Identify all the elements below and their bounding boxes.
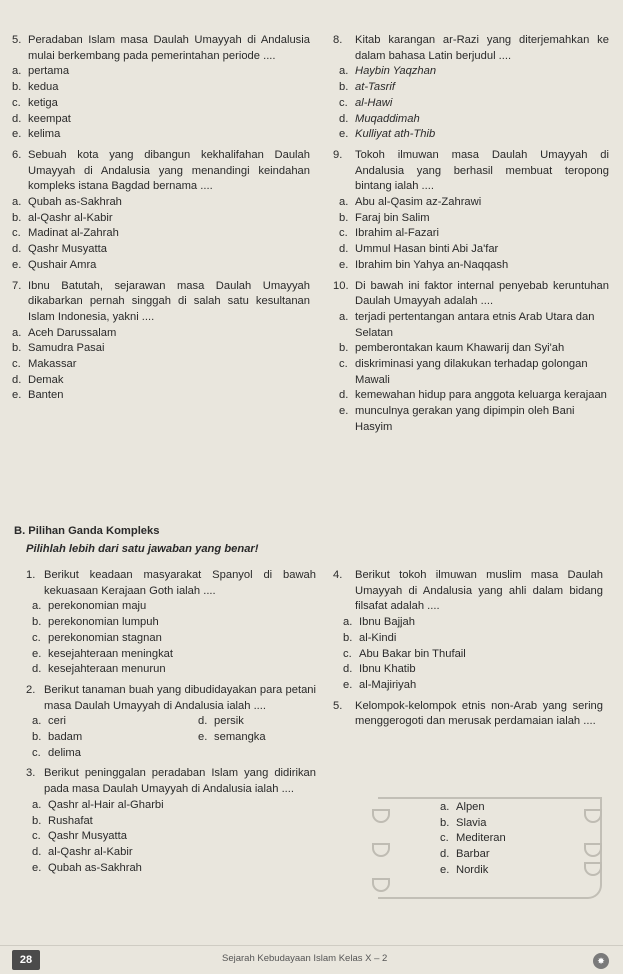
- question-text: Sebuah kota yang dibangun kekhalifahan Daulah Umayyah di Andalusia yang menandingi keindahan kompleks istana Bagdad bernama ....: [28, 148, 310, 193]
- section-b-left-column: [26, 568, 316, 881]
- question-b4: 4. Berikut tokoh ilmuwan muslim masa Daulah Umayyah di Andalusia yang ahli dalam bidang filsafat adalah .... a. Ibnu Bajjah b. al-Kindi c. Abu Bakar bin Thufail d. Ibnu Khatib e. al-Majiriyah: [333, 568, 603, 694]
- option-c: Makassar: [28, 358, 77, 371]
- option-e: munculnya gerakan yang dipimpin oleh Bani Hasyim: [355, 405, 575, 433]
- option-d: kemewahan hidup para anggota keluarga kerajaan: [355, 389, 607, 402]
- question-b2: 2. Berikut tanaman buah yang dibudidayakan para petani masa Daulah Umayyah di Andalusia ialah .... a. ceri d. persik b. badam e. semangka c. delima: [26, 683, 316, 762]
- option-e: kesejahteraan meningkat: [48, 647, 174, 660]
- question-text: Tokoh ilmuwan masa Daulah Umayyah di Andalusia yang berhasil membuat teropong bintang ialah ....: [355, 148, 609, 193]
- question-text: Ibnu Batutah, sejarawan masa Daulah Umayyah dikabarkan pernah singgah di salah satu kesultanan Islam Indonesia, yakni ....: [28, 279, 310, 323]
- option-c: Qashr Musyatta: [48, 830, 127, 843]
- option-b: Rushafat: [48, 814, 93, 827]
- option-b: al-Kindi: [359, 631, 397, 644]
- option-e: Ibrahim bin Yahya an-Naqqash: [355, 258, 509, 271]
- section-b-instruction: Pilihlah lebih dari satu jawaban yang benar!: [26, 543, 259, 555]
- option-c: Ibrahim al-Fazari: [355, 227, 439, 240]
- option-e: kelima: [28, 128, 61, 141]
- option-d: Muqaddimah: [355, 112, 420, 125]
- question-9: 9. Tokoh ilmuwan masa Daulah Umayyah di Andalusia yang berhasil membuat teropong bintang ialah .... a. Abu al-Qasim az-Zahrawi b. Faraj bin Salim c. Ibrahim al-Fazari d. Ummul Hasan binti Abi Ja'far e. Ibrahim bin Yahya an-Naqqash: [333, 148, 609, 274]
- option-d: persik: [214, 715, 244, 728]
- option-a: ceri: [48, 715, 67, 728]
- option-e: Nordik: [456, 863, 489, 876]
- question-6: 6. Sebuah kota yang dibangun kekhalifahan Daulah Umayyah di Andalusia yang menandingi keindahan kompleks istana Bagdad bernama .... a. Qubah as-Sakhrah b. al-Qashr al-Kabir c. Madinat al-Zahrah d. Qashr Musyatta e. Qushair Amra: [12, 148, 310, 274]
- footer-badge-icon: ✸: [593, 953, 609, 969]
- section-a-right-column: [333, 33, 609, 441]
- section-a-left-column: [12, 33, 310, 409]
- question-10: 10. Di bawah ini faktor internal penyebab keruntuhan Daulah Umayyah adalah .... a. terjadi pertentangan antara etnis Arab Utara dan Selatan b. pemberontakan kaum Khawarij dan Syi'ah c. diskriminasi yang dilakukan terhadap golongan Mawali d. kemewahan hidup para anggota keluarga kerajaan e. munculnya gerakan yang dipimpin oleh Bani Hasyim: [333, 279, 609, 436]
- option-e: al-Majiriyah: [359, 678, 417, 691]
- option-b: al-Qashr al-Kabir: [28, 211, 113, 224]
- question-text: Kelompok-kelompok etnis non-Arab yang sering menggerogoti dan merusak perdamaian ialah ....: [355, 699, 603, 728]
- option-d: Ummul Hasan binti Abi Ja'far: [355, 243, 499, 256]
- option-c: diskriminasi yang dilakukan terhadap golongan Mawali: [355, 358, 588, 386]
- option-a: Haybin Yaqzhan: [355, 65, 437, 78]
- section-b-right-column: [333, 568, 603, 735]
- option-c: perekonomian stagnan: [48, 631, 162, 644]
- question-text: Di bawah ini faktor internal penyebab keruntuhan Daulah Umayyah adalah ....: [355, 279, 609, 308]
- option-b: pemberontakan kaum Khawarij dan Syi'ah: [355, 342, 565, 355]
- option-a: Qubah as-Sakhrah: [28, 196, 122, 209]
- book-title: Sejarah Kebudayaan Islam Kelas X – 2: [222, 953, 388, 965]
- option-a: terjadi pertentangan antara etnis Arab Utara dan Selatan: [355, 310, 595, 339]
- option-d: kesejahteraan menurun: [48, 663, 166, 676]
- option-d: Demak: [28, 373, 64, 386]
- option-b: kedua: [28, 81, 59, 94]
- option-b: Faraj bin Salim: [355, 211, 430, 224]
- option-c: Mediteran: [456, 832, 506, 845]
- question-b3: 3. Berikut peninggalan peradaban Islam yang didirikan pada masa Daulah Umayyah di Andalusia ialah .... a. Qashr al-Hair al-Gharbi b. Rushafat c. Qashr Musyatta d. al-Qashr al-Kabir e. Qubah as-Sakhrah: [26, 766, 316, 876]
- option-b: at-Tasrif: [355, 81, 395, 94]
- option-e: Kulliyat ath-Thib: [355, 128, 436, 141]
- question-7: 7. Ibnu Batutah, sejarawan masa Daulah Umayyah dikabarkan pernah singgah di salah satu kesultanan Islam Indonesia, yakni .... a. Aceh Darussalam b. Samudra Pasai c. Makassar d. Demak e. Banten: [12, 279, 310, 405]
- section-b-heading: B. Pilihan Ganda Kompleks: [14, 525, 160, 537]
- option-e: semangka: [214, 731, 266, 744]
- question-text: Berikut keadaan masyarakat Spanyol di bawah kekuasaan Kerajaan Goth ialah ....: [44, 569, 316, 597]
- page-footer: [0, 945, 623, 974]
- option-c: Abu Bakar bin Thufail: [359, 647, 466, 660]
- option-b: perekonomian lumpuh: [48, 616, 159, 629]
- option-d: keempat: [28, 112, 71, 125]
- option-a: Ibnu Bajjah: [359, 616, 415, 629]
- option-b: Slavia: [456, 816, 487, 829]
- question-b5: 5. Kelompok-kelompok etnis non-Arab yang sering menggerogoti dan merusak perdamaian ialah ....: [333, 699, 603, 730]
- option-b: badam: [48, 731, 83, 744]
- option-d: Ibnu Khatib: [359, 663, 416, 676]
- question-5: 5. Peradaban Islam masa Daulah Umayyah di Andalusia mulai berkembang pada pemerintahan periode .... a. pertama b. kedua c. ketiga d. keempat e. kelima: [12, 33, 310, 143]
- question-text: Peradaban Islam masa Daulah Umayyah di Andalusia mulai berkembang pada pemerintahan periode ....: [28, 34, 310, 62]
- option-a: Qashr al-Hair al-Gharbi: [48, 798, 164, 811]
- option-d: al-Qashr al-Kabir: [48, 845, 133, 858]
- question-8: 8. Kitab karangan ar-Razi yang diterjemahkan ke dalam bahasa Latin berjudul .... a. Haybin Yaqzhan b. at-Tasrif c. al-Hawi d. Muqaddimah e. Kulliyat ath-Thib: [333, 33, 609, 143]
- question-text: Berikut tokoh ilmuwan muslim masa Daulah Umayyah di Andalusia yang ahli dalam bidang filsafat adalah ....: [355, 569, 603, 613]
- page-number: 28: [12, 950, 40, 970]
- option-b: Samudra Pasai: [28, 342, 105, 355]
- option-d: Qashr Musyatta: [28, 243, 107, 256]
- option-e: Qubah as-Sakhrah: [48, 861, 142, 874]
- question-b5-options: a. Alpen b. Slavia c. Mediteran d. Barbar e. Nordik: [440, 800, 570, 879]
- question-text: Kitab karangan ar-Razi yang diterjemahkan ke dalam bahasa Latin berjudul ....: [355, 34, 609, 62]
- option-a: Abu al-Qasim az-Zahrawi: [355, 196, 482, 209]
- option-c: al-Hawi: [355, 96, 393, 109]
- option-e: Banten: [28, 389, 64, 402]
- option-c: delima: [48, 746, 81, 759]
- option-a: perekonomian maju: [48, 600, 147, 613]
- option-d: Barbar: [456, 848, 490, 861]
- option-e: Qushair Amra: [28, 258, 97, 271]
- option-c: Madinat al-Zahrah: [28, 227, 119, 240]
- question-text: Berikut tanaman buah yang dibudidayakan para petani masa Daulah Umayyah di Andalusia ialah ....: [44, 683, 316, 712]
- option-a: Alpen: [456, 801, 485, 813]
- option-a: pertama: [28, 65, 70, 78]
- option-c: ketiga: [28, 96, 58, 109]
- option-a: Aceh Darussalam: [28, 326, 117, 339]
- question-b1: 1. Berikut keadaan masyarakat Spanyol di bawah kekuasaan Kerajaan Goth ialah .... a. perekonomian maju b. perekonomian lumpuh c. perekonomian stagnan e. kesejahteraan meningkat d. kesejahteraan menurun: [26, 568, 316, 678]
- question-text: Berikut peninggalan peradaban Islam yang didirikan pada masa Daulah Umayyah di Andalusia ialah ....: [44, 767, 316, 796]
